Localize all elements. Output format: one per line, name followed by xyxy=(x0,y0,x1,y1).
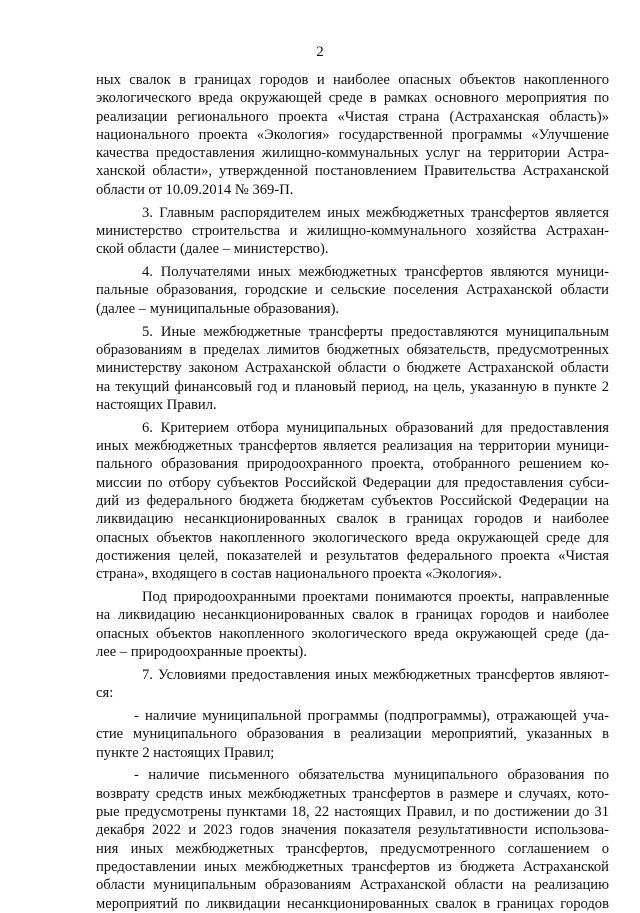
text-line: лее – природоохранные проекты). xyxy=(96,643,307,660)
text-line: предоставлении иных межбюджетных трансфертов из бюджета Астраханской xyxy=(96,858,609,875)
text-line: - наличие письменного обязательства муниципального образования по xyxy=(134,767,609,784)
text-line: экологического вреда окружающей среде в рамках основного мероприятия по xyxy=(96,90,609,107)
text-line: реализации регионального проекта «Чистая страна (Астраханская область)» xyxy=(96,108,609,125)
text-line: достижения целей, показателей и результатов федерального проекта «Чистая xyxy=(96,547,609,564)
page-number: 2 xyxy=(316,44,324,60)
text-line: ния иных межбюджетных трансфертов, предусмотренного соглашением о xyxy=(96,840,609,857)
text-line: опасных объектов накопленного экологического вреда окружающей среде для xyxy=(96,529,609,546)
text-line: Под природоохранными проектами понимаются проекты, направленные xyxy=(142,588,609,605)
text-line: качества предоставления жилищно-коммунальных услуг на территории Астра- xyxy=(96,145,609,162)
text-line: страна», входящего в состав национального проекта «Экология». xyxy=(96,566,502,583)
text-line: (далее – муниципальные образования). xyxy=(96,300,340,317)
text-line: министерство строительства и жилищно-коммунального хозяйства Астрахан- xyxy=(96,222,609,239)
text-line: 5. Иные межбюджетные трансферты предоставляются муниципальным xyxy=(142,323,609,340)
text-line: возврату средств иных межбюджетных трансфертов в размере и случаях, кото- xyxy=(96,785,609,802)
text-line: 3. Главным распорядителем иных межбюджетных трансфертов является xyxy=(142,204,609,221)
text-line: ликвидацию несанкционированных свалок в границах городов и наиболее xyxy=(96,511,609,528)
text-line: рые предусмотрены пунктами 18, 22 настоящих Правил, и по достижении до 31 xyxy=(96,804,609,821)
text-line: пункте 2 настоящих Правил; xyxy=(96,744,275,761)
text-line: области от 10.09.2014 № 369-П. xyxy=(96,181,294,198)
text-line: ся: xyxy=(96,685,114,702)
text-line: опасных объектов накопленного экологического вреда окружающей среде (да- xyxy=(96,625,609,642)
text-line: 4. Получателями иных межбюджетных трансфертов являются муници- xyxy=(142,264,609,281)
text-line: - наличие муниципальной программы (подпрограммы), отражающей уча- xyxy=(134,707,609,724)
text-line: декабря 2022 и 2023 годов значения показателя результативности использова- xyxy=(96,822,609,839)
document-body xyxy=(96,71,609,913)
text-line: ханской области», утвержденной постановлением Правительства Астраханской xyxy=(96,163,609,180)
text-line: министерству законом Астраханской области о бюджете Астраханской области xyxy=(96,360,609,377)
text-line: дий из федерального бюджета бюджетам субъектов Российской Федерации на xyxy=(96,492,609,509)
text-line: настоящих Правил. xyxy=(96,396,217,413)
text-line: мероприятий по ликвидации несанкционированных свалок в границах городов xyxy=(96,895,609,912)
text-line: стие муниципального образования в реализации мероприятий, указанных в xyxy=(96,726,609,743)
text-line: на текущий финансовый год и плановый период, на цель, указанную в пункте 2 xyxy=(96,378,609,395)
text-line: национального проекта «Экология» государственной программы «Улучшение xyxy=(96,126,609,143)
text-line: 6. Критерием отбора муниципальных образований для предоставления xyxy=(142,419,609,436)
text-line: пального образования природоохранного проекта, отобранного решением ко- xyxy=(96,456,609,473)
text-line: на ликвидацию несанкционированных свалок в границах городов и наиболее xyxy=(96,607,609,624)
text-line: ской области (далее – министерство). xyxy=(96,241,329,258)
text-line: миссии по отбору субъектов Российской Федерации для предоставления субси- xyxy=(96,474,609,491)
text-line: пальные образования, городские и сельские поселения Астраханской области xyxy=(96,282,609,299)
text-line: ных свалок в границах городов и наиболее опасных объектов накопленного xyxy=(96,72,609,88)
text-line: иных межбюджетных трансфертов является реализация на территории муници- xyxy=(96,438,609,455)
text-line: образованиям в пределах лимитов бюджетных обязательств, предусмотренных xyxy=(96,341,609,358)
text-line: области муниципальным образованиям Астраханской области на реализацию xyxy=(96,877,609,894)
text-line: 7. Условиями предоставления иных межбюджетных трансфертов являют- xyxy=(142,666,609,683)
